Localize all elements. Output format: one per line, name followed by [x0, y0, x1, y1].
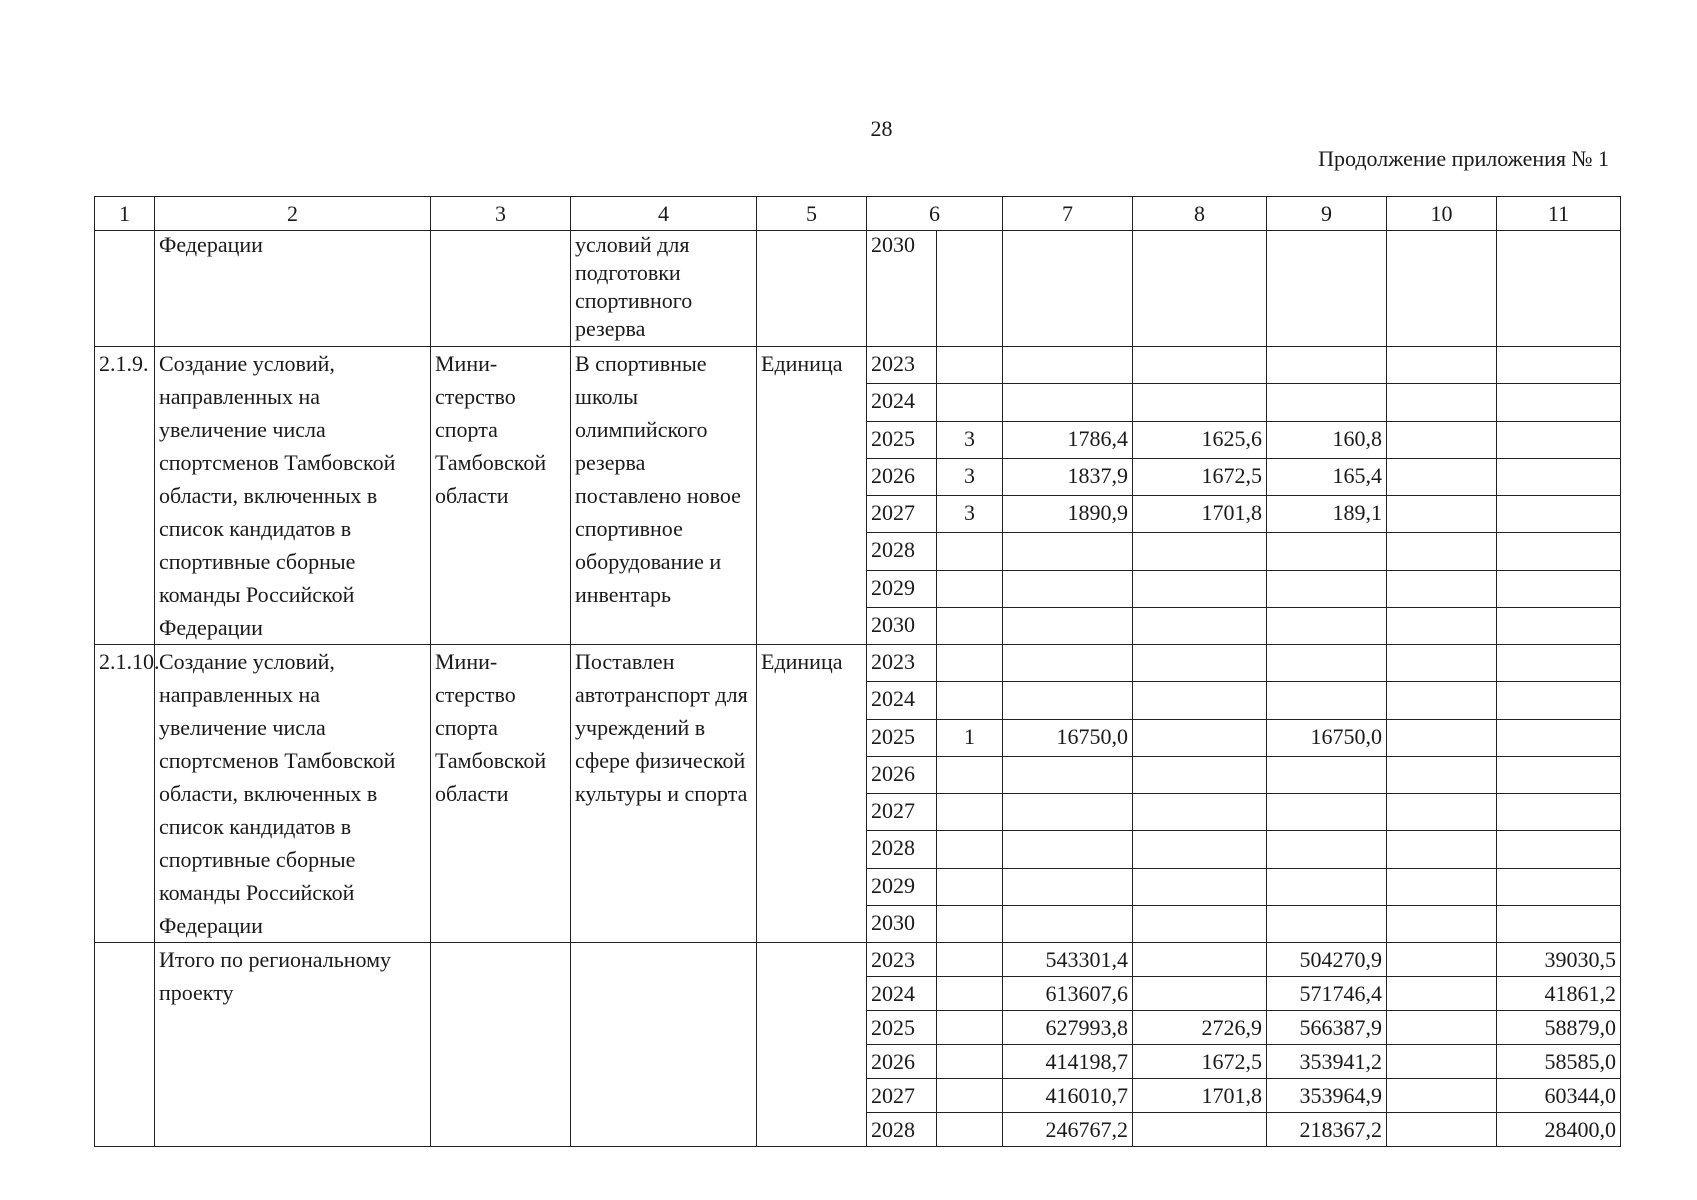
qty-cell — [937, 231, 1003, 347]
result-cell: Поставлен автотранспорт для учреждений в сфере физической культуры и спорта — [571, 645, 757, 943]
value-cell — [1497, 905, 1621, 942]
qty-cell: 1 — [937, 719, 1003, 756]
result-cell — [571, 943, 757, 1147]
value-cell — [1497, 682, 1621, 719]
header-cell: 9 — [1267, 197, 1387, 231]
value-cell — [1003, 347, 1133, 384]
value-cell: 160,8 — [1267, 421, 1387, 458]
value-cell — [1133, 607, 1267, 644]
code-cell: 2.1.10. — [95, 645, 155, 943]
result-cell: условий для подготовки спортивного резерва — [571, 231, 757, 347]
value-cell: 189,1 — [1267, 496, 1387, 533]
header-cell: 7 — [1003, 197, 1133, 231]
value-cell: 627993,8 — [1003, 1011, 1133, 1045]
unit-cell: Единица — [757, 645, 867, 943]
header-cell: 11 — [1497, 197, 1621, 231]
value-cell — [1387, 421, 1497, 458]
value-cell: 1890,9 — [1003, 496, 1133, 533]
value-cell — [1267, 868, 1387, 905]
qty-cell — [937, 905, 1003, 942]
qty-cell — [937, 570, 1003, 607]
year-cell: 2027 — [867, 1079, 937, 1113]
value-cell: 566387,9 — [1267, 1011, 1387, 1045]
year-cell: 2024 — [867, 682, 937, 719]
value-cell: 16750,0 — [1003, 719, 1133, 756]
value-cell: 1701,8 — [1133, 496, 1267, 533]
unit-cell: Единица — [757, 347, 867, 645]
value-cell — [1133, 794, 1267, 831]
value-cell — [1003, 645, 1133, 682]
value-cell — [1497, 231, 1621, 347]
value-cell — [1267, 645, 1387, 682]
value-cell — [1267, 231, 1387, 347]
value-cell: 353941,2 — [1267, 1045, 1387, 1079]
value-cell — [1387, 1079, 1497, 1113]
value-cell — [1133, 719, 1267, 756]
value-cell — [1387, 682, 1497, 719]
year-cell: 2023 — [867, 645, 937, 682]
value-cell: 1625,6 — [1133, 421, 1267, 458]
name-cell: Создание условий, направленных на увеличение числа спортсменов Тамбовской области, включенных в список кандидатов в спортивные сборные команды Российской Федерации — [155, 347, 431, 645]
value-cell — [1497, 645, 1621, 682]
value-cell — [1387, 347, 1497, 384]
value-cell — [1497, 756, 1621, 793]
unit-cell — [757, 231, 867, 347]
executor-cell: Мини-стерство спорта Тамбовской области — [431, 645, 571, 943]
header-row — [95, 197, 1621, 231]
value-cell — [1387, 756, 1497, 793]
value-cell: 353964,9 — [1267, 1079, 1387, 1113]
year-cell: 2030 — [867, 607, 937, 644]
value-cell — [1267, 682, 1387, 719]
header-cell: 2 — [155, 197, 431, 231]
value-cell: 504270,9 — [1267, 943, 1387, 977]
value-cell — [1267, 347, 1387, 384]
value-cell — [1003, 905, 1133, 942]
value-cell — [1497, 458, 1621, 495]
value-cell — [1133, 570, 1267, 607]
value-cell — [1387, 977, 1497, 1011]
value-cell — [1497, 570, 1621, 607]
value-cell — [1387, 458, 1497, 495]
result-cell: В спортивные школы олимпийского резерва поставлено новое спортивное оборудование и инвентарь — [571, 347, 757, 645]
year-cell: 2027 — [867, 794, 937, 831]
qty-cell — [937, 347, 1003, 384]
value-cell — [1003, 607, 1133, 644]
qty-cell: 3 — [937, 458, 1003, 495]
name-cell: Создание условий, направленных на увеличение числа спортсменов Тамбовской области, включенных в список кандидатов в спортивные сборные команды Российской Федерации — [155, 645, 431, 943]
value-cell: 416010,7 — [1003, 1079, 1133, 1113]
value-cell — [1003, 756, 1133, 793]
value-cell — [1497, 384, 1621, 421]
unit-cell — [757, 943, 867, 1147]
value-cell — [1387, 719, 1497, 756]
value-cell — [1003, 533, 1133, 570]
value-cell — [1497, 831, 1621, 868]
executor-cell: Мини-стерство спорта Тамбовской области — [431, 347, 571, 645]
value-cell — [1133, 868, 1267, 905]
value-cell — [1497, 347, 1621, 384]
year-cell: 2025 — [867, 421, 937, 458]
qty-cell — [937, 977, 1003, 1011]
value-cell — [1497, 533, 1621, 570]
qty-cell — [937, 794, 1003, 831]
value-cell — [1387, 570, 1497, 607]
value-cell: 246767,2 — [1003, 1113, 1133, 1147]
name-cell: Федерации — [155, 231, 431, 347]
header-cell: 8 — [1133, 197, 1267, 231]
value-cell — [1387, 794, 1497, 831]
qty-cell: 3 — [937, 496, 1003, 533]
value-cell — [1387, 943, 1497, 977]
executor-cell — [431, 231, 571, 347]
page-number: 28 — [870, 116, 893, 141]
qty-cell — [937, 1045, 1003, 1079]
value-cell — [1003, 682, 1133, 719]
code-cell — [95, 943, 155, 1147]
value-cell — [1003, 868, 1133, 905]
year-cell: 2028 — [867, 1113, 937, 1147]
total-label-cell: Итого по региональному проекту — [155, 943, 431, 1147]
value-cell: 165,4 — [1267, 458, 1387, 495]
qty-cell — [937, 943, 1003, 977]
value-cell — [1133, 831, 1267, 868]
year-cell: 2025 — [867, 719, 937, 756]
value-cell — [1133, 231, 1267, 347]
value-cell — [1387, 384, 1497, 421]
value-cell — [1133, 533, 1267, 570]
value-cell: 58879,0 — [1497, 1011, 1621, 1045]
value-cell — [1133, 977, 1267, 1011]
year-cell: 2029 — [867, 570, 937, 607]
year-cell: 2024 — [867, 384, 937, 421]
value-cell: 1786,4 — [1003, 421, 1133, 458]
value-cell — [1133, 905, 1267, 942]
value-cell — [1267, 570, 1387, 607]
value-cell — [1003, 231, 1133, 347]
value-cell — [1387, 1011, 1497, 1045]
year-cell: 2030 — [867, 905, 937, 942]
header-cell: 5 — [757, 197, 867, 231]
value-cell — [1497, 719, 1621, 756]
table-row — [95, 347, 1621, 384]
value-cell — [1267, 831, 1387, 868]
qty-cell — [937, 682, 1003, 719]
year-cell: 2024 — [867, 977, 937, 1011]
value-cell — [1003, 384, 1133, 421]
year-cell: 2023 — [867, 943, 937, 977]
executor-cell — [431, 943, 571, 1147]
value-cell: 58585,0 — [1497, 1045, 1621, 1079]
value-cell — [1387, 533, 1497, 570]
value-cell: 1672,5 — [1133, 458, 1267, 495]
year-cell: 2028 — [867, 831, 937, 868]
code-cell — [95, 231, 155, 347]
qty-cell — [937, 1079, 1003, 1113]
value-cell — [1497, 607, 1621, 644]
value-cell — [1387, 868, 1497, 905]
value-cell — [1497, 421, 1621, 458]
value-cell — [1267, 794, 1387, 831]
table-row — [95, 645, 1621, 682]
continuation-row — [95, 231, 1621, 347]
value-cell: 28400,0 — [1497, 1113, 1621, 1147]
value-cell — [1133, 1113, 1267, 1147]
value-cell — [1267, 905, 1387, 942]
header-cell: 10 — [1387, 197, 1497, 231]
value-cell: 1837,9 — [1003, 458, 1133, 495]
appendix-note: Продолжение приложения № 1 — [1318, 146, 1609, 171]
value-cell — [1003, 831, 1133, 868]
value-cell — [1387, 645, 1497, 682]
year-cell: 2028 — [867, 533, 937, 570]
value-cell: 41861,2 — [1497, 977, 1621, 1011]
qty-cell — [937, 831, 1003, 868]
value-cell — [1387, 1113, 1497, 1147]
value-cell — [1387, 905, 1497, 942]
qty-cell — [937, 533, 1003, 570]
value-cell — [1003, 570, 1133, 607]
qty-cell — [937, 756, 1003, 793]
value-cell: 2726,9 — [1133, 1011, 1267, 1045]
value-cell — [1133, 384, 1267, 421]
value-cell — [1497, 496, 1621, 533]
value-cell — [1133, 682, 1267, 719]
qty-cell — [937, 384, 1003, 421]
value-cell: 218367,2 — [1267, 1113, 1387, 1147]
year-cell: 2027 — [867, 496, 937, 533]
year-cell: 2025 — [867, 1011, 937, 1045]
qty-cell — [937, 645, 1003, 682]
value-cell — [1267, 756, 1387, 793]
year-cell: 2026 — [867, 1045, 937, 1079]
value-cell: 1701,8 — [1133, 1079, 1267, 1113]
header-cell: 4 — [571, 197, 757, 231]
value-cell: 613607,6 — [1003, 977, 1133, 1011]
year-cell: 2030 — [867, 231, 937, 347]
qty-cell: 3 — [937, 421, 1003, 458]
value-cell — [1387, 607, 1497, 644]
year-cell: 2029 — [867, 868, 937, 905]
header-cell: 6 — [867, 197, 1003, 231]
value-cell — [1267, 607, 1387, 644]
value-cell: 414198,7 — [1003, 1045, 1133, 1079]
value-cell — [1133, 943, 1267, 977]
year-cell: 2026 — [867, 756, 937, 793]
code-cell: 2.1.9. — [95, 347, 155, 645]
qty-cell — [937, 1113, 1003, 1147]
value-cell — [1003, 794, 1133, 831]
value-cell — [1133, 347, 1267, 384]
value-cell — [1133, 756, 1267, 793]
data-table — [94, 196, 1621, 1147]
value-cell: 1672,5 — [1133, 1045, 1267, 1079]
qty-cell — [937, 868, 1003, 905]
value-cell: 16750,0 — [1267, 719, 1387, 756]
value-cell — [1387, 496, 1497, 533]
value-cell: 571746,4 — [1267, 977, 1387, 1011]
value-cell — [1267, 384, 1387, 421]
value-cell — [1387, 1045, 1497, 1079]
table-row — [95, 943, 1621, 977]
value-cell: 60344,0 — [1497, 1079, 1621, 1113]
year-cell: 2023 — [867, 347, 937, 384]
value-cell — [1387, 831, 1497, 868]
qty-cell — [937, 1011, 1003, 1045]
value-cell — [1133, 645, 1267, 682]
year-cell: 2026 — [867, 458, 937, 495]
value-cell: 39030,5 — [1497, 943, 1621, 977]
header-cell: 1 — [95, 197, 155, 231]
header-cell: 3 — [431, 197, 571, 231]
value-cell — [1267, 533, 1387, 570]
qty-cell — [937, 607, 1003, 644]
value-cell — [1497, 868, 1621, 905]
value-cell — [1387, 231, 1497, 347]
value-cell: 543301,4 — [1003, 943, 1133, 977]
value-cell — [1497, 794, 1621, 831]
